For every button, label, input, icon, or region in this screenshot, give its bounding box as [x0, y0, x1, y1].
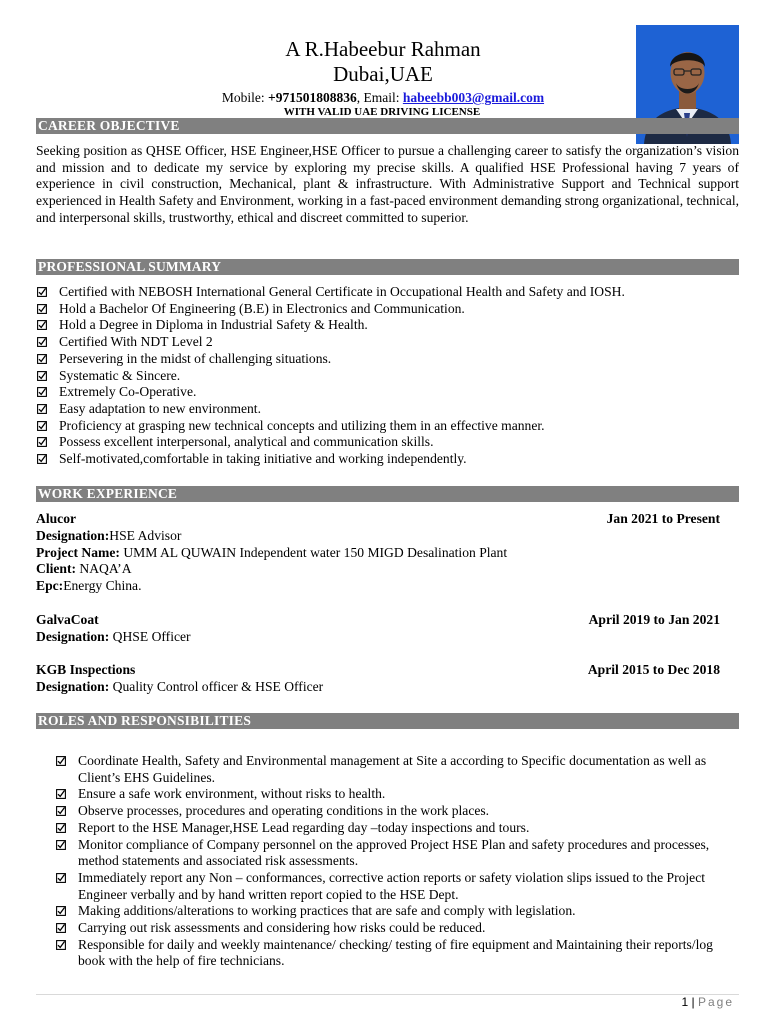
list-item-text: Immediately report any Non – conformances, corrective action reports or safety violation slips issued to the Project Engineer verbally and by hand written report copied to the HSE Dept. — [78, 869, 706, 902]
job-project — [36, 545, 720, 562]
job-period: April 2015 to Dec 2018 — [587, 662, 720, 677]
list-item-text: Responsible for daily and weekly maintenance/ checking/ testing of fire equipment and Maintaining their reports/log book with the help of fire technicians. — [78, 936, 713, 969]
email-label: , Email: — [356, 90, 403, 105]
list-item — [55, 937, 720, 970]
list-item-text: Hold a Degree in Diploma in Industrial Safety & Health. — [59, 317, 368, 333]
company-name: GalvaCoat — [36, 612, 99, 627]
checked-box-icon — [37, 320, 47, 330]
list-item — [36, 368, 739, 385]
list-item-text: Proficiency at grasping new technical concepts and utilizing them in an effective manner. — [59, 417, 545, 433]
list-item-text: Certified With NDT Level 2 — [59, 334, 213, 350]
company-name: KGB Inspections — [36, 662, 136, 677]
page-number: 1 — [681, 995, 689, 1009]
client-label: Client: — [36, 561, 80, 577]
project-label: Project Name: — [36, 544, 124, 560]
list-item — [55, 903, 720, 920]
list-item-text: Hold a Bachelor Of Engineering (B.E) in Electronics and Communication. — [59, 300, 465, 316]
list-item-text: Ensure a safe work environment, without risks to health. — [78, 786, 386, 802]
checked-box-icon — [56, 840, 66, 850]
list-item — [36, 418, 739, 435]
section-header-career-objective: CAREER OBJECTIVE — [36, 118, 739, 134]
client-value: NAQA’A — [79, 561, 132, 577]
checked-box-icon — [37, 387, 47, 397]
list-item-text: Persevering in the midst of challenging situations. — [59, 350, 332, 366]
list-item-text: Certified with NEBOSH International General Certificate in Occupational Health and Safety and IOSH. — [59, 284, 625, 299]
job-designation — [36, 679, 720, 696]
checked-box-icon — [37, 454, 47, 464]
list-item-text: Observe processes, procedures and operating conditions in the work places. — [78, 803, 490, 819]
list-item — [55, 803, 720, 820]
checked-box-icon — [56, 806, 66, 816]
list-item-text: Possess excellent interpersonal, analytical and communication skills. — [59, 434, 434, 450]
driving-license-note: WITH VALID UAE DRIVING LICENSE — [283, 106, 481, 118]
candidate-name: A R.Habeebur Rahman — [285, 37, 481, 61]
designation-value: QHSE Officer — [112, 628, 191, 644]
list-item — [36, 284, 739, 301]
checked-box-icon — [37, 421, 47, 431]
checked-box-icon — [37, 337, 47, 347]
list-item — [55, 786, 720, 803]
list-item — [55, 753, 720, 786]
checked-box-icon — [37, 371, 47, 381]
list-item — [36, 351, 739, 368]
designation-value: Quality Control officer & HSE Officer — [112, 678, 324, 694]
checked-box-icon — [37, 404, 47, 414]
job-entry-alucor — [36, 511, 720, 595]
checked-box-icon — [37, 354, 47, 364]
footer-divider — [36, 994, 739, 995]
job-heading — [36, 662, 720, 679]
list-item-text: Monitor compliance of Company personnel on the approved Project HSE Plan and safety procedures and processes, method statements and associated risk assessments. — [78, 836, 710, 869]
job-entry-kgb-inspections — [36, 662, 720, 696]
list-item-text: Carrying out risk assessments and considering how risks could be reduced. — [78, 920, 486, 936]
candidate-location: Dubai,UAE — [333, 62, 433, 86]
page-label: Page — [697, 995, 734, 1009]
list-item — [55, 870, 720, 903]
job-designation — [36, 528, 720, 545]
checked-box-icon — [56, 940, 66, 950]
checked-box-icon — [56, 756, 66, 766]
company-name: Alucor — [36, 511, 77, 526]
list-item — [55, 837, 720, 870]
checked-box-icon — [37, 287, 47, 297]
checked-box-icon — [56, 873, 66, 883]
section-header-roles-responsibilities: ROLES AND RESPONSIBILITIES — [36, 713, 739, 729]
designation-label: Designation: — [36, 628, 113, 644]
epc-value: Energy China. — [63, 578, 142, 594]
list-item-text: Easy adaptation to new environment. — [59, 400, 261, 416]
job-designation — [36, 629, 720, 646]
mobile-label: Mobile: — [221, 90, 269, 105]
list-item — [36, 301, 739, 318]
roles-list — [55, 753, 720, 970]
list-item-text: Systematic & Sincere. — [59, 367, 181, 383]
page-footer — [681, 995, 734, 1009]
job-heading — [36, 612, 720, 629]
list-item — [36, 434, 739, 451]
mobile-number: +971501808836 — [268, 90, 357, 105]
professional-summary-list — [36, 284, 739, 468]
checked-box-icon — [37, 304, 47, 314]
list-item — [55, 920, 720, 937]
job-heading — [36, 511, 720, 528]
list-item-text: Self-motivated,comfortable in taking initiative and working independently. — [59, 451, 467, 467]
checked-box-icon — [56, 789, 66, 799]
job-epc — [36, 578, 720, 595]
list-item-text: Making additions/alterations to working practices that are safe and comply with legislation. — [78, 903, 576, 919]
checked-box-icon — [37, 437, 47, 447]
list-item-text: Extremely Co-Operative. — [59, 384, 197, 400]
email-link[interactable]: habeebb003@gmail.com — [402, 90, 545, 105]
list-item — [36, 334, 739, 351]
checked-box-icon — [56, 906, 66, 916]
list-item — [36, 384, 739, 401]
list-item — [36, 401, 739, 418]
list-item — [36, 317, 739, 334]
job-period: Jan 2021 to Present — [606, 511, 720, 526]
job-client — [36, 561, 720, 578]
page-separator: | — [688, 995, 698, 1009]
project-value: UMM AL QUWAIN Independent water 150 MIGD Desalination Plant — [123, 544, 508, 560]
job-entry-galvacoat — [36, 612, 720, 646]
designation-value: HSE Advisor — [109, 527, 182, 543]
epc-label: Epc: — [36, 578, 64, 594]
list-item-text: Coordinate Health, Safety and Environmental management at Site a according to Specific documentation as well as Client’s EHS Guidelines. — [78, 753, 707, 785]
list-item-text: Report to the HSE Manager,HSE Lead regarding day –today inspections and tours. — [78, 819, 530, 835]
section-header-work-experience: WORK EXPERIENCE — [36, 486, 739, 502]
section-header-professional-summary: PROFESSIONAL SUMMARY — [36, 259, 739, 275]
list-item — [36, 451, 739, 468]
career-objective-text: Seeking position as QHSE Officer, HSE Engineer,HSE Officer to pursue a challenging career to satisfy the organization’s vision and mission and to dedicate my service by exploring my precise skills. A qualified HSE Professional having 7 years of experience in civil construction, Mechanical, plant & infrastructure. With Administrative Support and Technical support experienced in Health Safety and Environment, working in a fast-paced environment demanding strong organizational, technical, and interpersonal skills, trustworthy, ethical and discreet committed to superior. — [36, 143, 739, 225]
designation-label: Designation: — [36, 678, 113, 694]
job-period: April 2019 to Jan 2021 — [588, 612, 720, 627]
list-item — [55, 820, 720, 837]
designation-label: Designation: — [36, 527, 110, 543]
checked-box-icon — [56, 923, 66, 933]
checked-box-icon — [56, 823, 66, 833]
